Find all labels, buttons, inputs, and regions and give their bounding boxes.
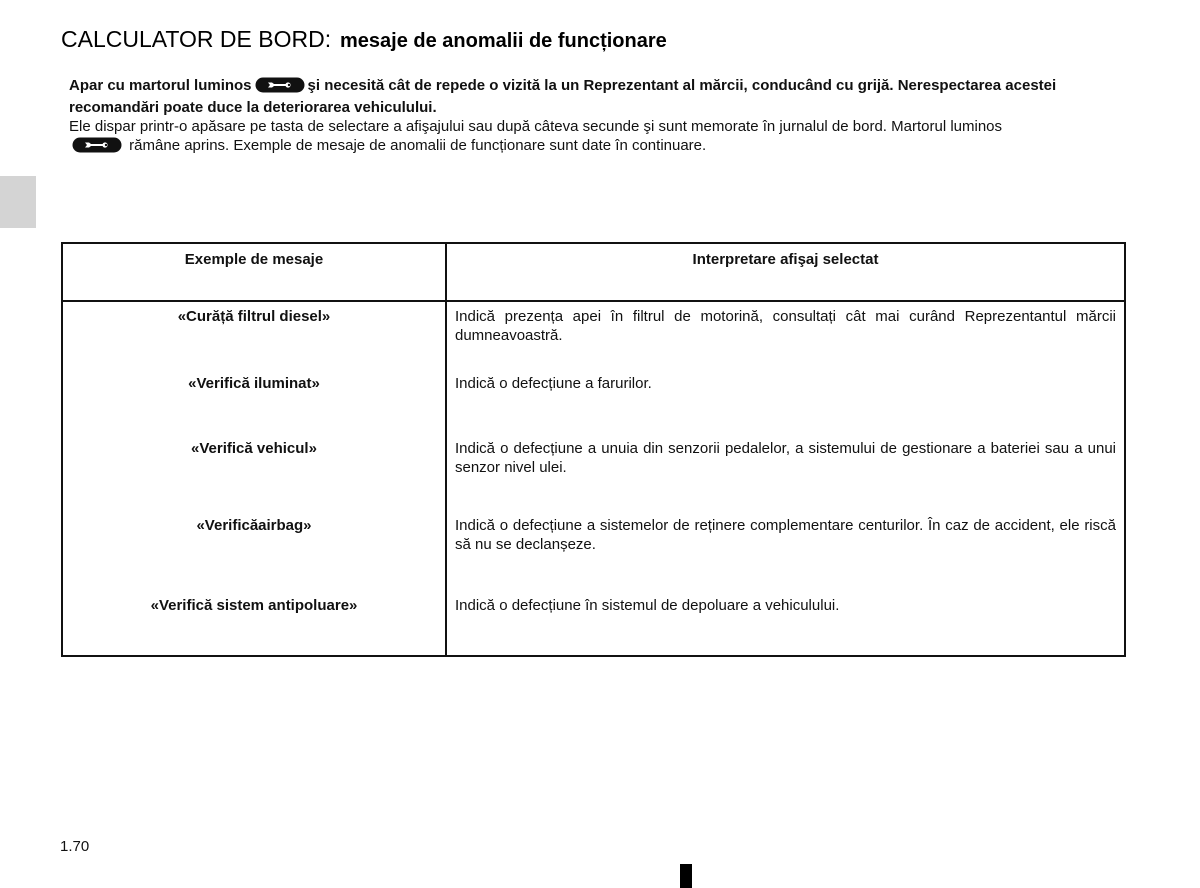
messages-table xyxy=(61,242,1126,657)
print-crop-mark xyxy=(680,864,692,888)
wrench-warning-icon xyxy=(72,137,122,158)
intro-bold-part2: şi necesită cât de repede o vizită la un Reprezentant al mărcii, conducând cu grijă. Nerespectarea acestei recomandări poate duce la deteriorarea vehiculului. xyxy=(69,77,1057,116)
message-name: «Curăță filtrul diesel» xyxy=(177,308,331,325)
message-name: «Verifică vehicul» xyxy=(191,440,317,457)
message-interpretation: Indică o defecțiune a farurilor. xyxy=(455,375,652,392)
message-interpretation: Indică prezența apei în filtrul de motorină, consultați cât mai curând Reprezentantul mărcii dumneavoastră. xyxy=(455,308,1116,344)
page-title-main: CALCULATOR DE BORD: xyxy=(61,26,332,52)
message-name: «Verifică iluminat» xyxy=(188,375,320,392)
intro-normal-part2: rămâne aprins. Exemple de mesaje de anomalii de funcționare sunt date în continuare. xyxy=(129,137,707,154)
message-name: «Verificăairbag» xyxy=(196,517,312,534)
intro-text xyxy=(69,76,1129,158)
intro-info-paragraph xyxy=(69,117,1129,158)
column-header-messages: Exemple de mesaje xyxy=(62,243,446,301)
message-interpretation: Indică o defecțiune în sistemul de depoluare a vehiculului. xyxy=(455,597,840,614)
page-title xyxy=(61,18,667,55)
column-header-interpretation: Interpretare afişaj selectat xyxy=(446,243,1125,301)
table-body-row xyxy=(62,301,1125,656)
interpretations-column xyxy=(446,301,1125,656)
messages-column xyxy=(62,301,446,656)
page-title-subtitle: mesaje de anomalii de funcționare xyxy=(339,30,667,52)
intro-warning-paragraph xyxy=(69,76,1129,117)
page-number: 1.70 xyxy=(60,838,90,855)
section-tab-marker xyxy=(0,176,36,228)
message-interpretation: Indică o defecțiune a sistemelor de reținere complementare centurilor. În caz de accident, ele riscă să nu se declanșeze. xyxy=(455,517,1116,553)
message-name: «Verifică sistem antipoluare» xyxy=(150,597,358,614)
message-interpretation: Indică o defecțiune a unuia din senzorii pedalelor, a sistemului de gestionare a bateriei sau a unui senzor nivel ulei. xyxy=(455,440,1116,476)
intro-normal-part1: Ele dispar printr-o apăsare pe tasta de selectare a afişajului sau după câteva secunde şi sunt memorate în jurnalul de bord. Martorul luminos xyxy=(69,118,1003,135)
table-header-row xyxy=(62,243,1125,301)
intro-bold-part1: Apar cu martorul luminos xyxy=(69,77,252,94)
wrench-warning-icon xyxy=(255,77,305,98)
